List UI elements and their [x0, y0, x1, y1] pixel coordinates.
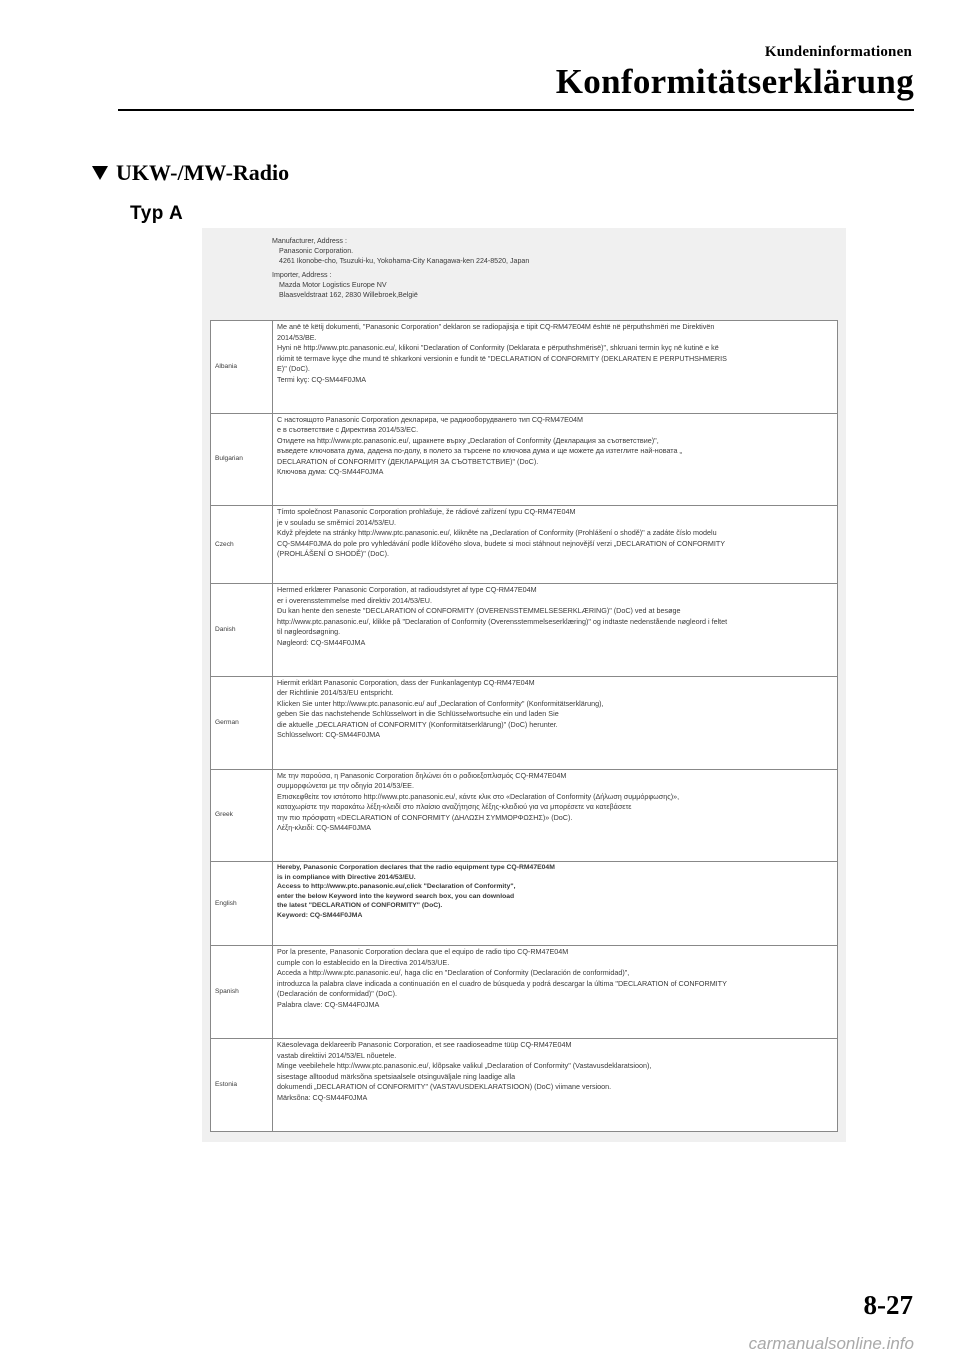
language-label: Spanish [211, 946, 273, 1039]
declaration-line: С настоящото Panasonic Corporation декларира, че радиооборудването тип CQ-RM47E04M [277, 414, 583, 424]
declaration-line: Keyword: CQ-SM44F0JMA [277, 911, 363, 919]
declaration-line: Acceda a http://www.ptc.panasonic.eu/, haga clic en "Declaration of Conformity (Declaración de conformidad)", [277, 968, 630, 978]
declaration-line: the latest "DECLARATION of CONFORMITY" (DoC). [277, 902, 443, 910]
declaration-line: (Declaración de conformidad)" (DoC). [277, 989, 397, 999]
declaration-line: rkimit të termave kyçe dhe mund të shkarkoni versionin e fundit të "DECLARATION of CONFORMITY (DEKLARATEN E PERPUTHSHMERIS [277, 353, 727, 363]
declaration-line: je v souladu se směrnicí 2014/53/EU. [277, 517, 397, 527]
declaration-line: Tímto společnost Panasonic Corporation prohlašuje, že rádiové zařízení typu CQ-RM47E04M [277, 507, 576, 517]
declaration-line: Palabra clave: CQ-SM44F0JMA [277, 999, 380, 1009]
table-row [211, 1039, 838, 1132]
declaration-line: die aktuelle „DECLARATION of CONFORMITY (Konformitätserklärung)" (DoC) herunter. [277, 719, 558, 729]
declaration-line: Nøgleord: CQ-SM44F0JMA [277, 637, 366, 647]
declaration-line: καταχωρίστε την παρακάτω λέξη-κλειδί στο πλαίσιο αναζήτησης λέξης-κλειδιού για να μπορέσετε να κατεβάσετε [277, 802, 632, 812]
declaration-line: is in compliance with Directive 2014/53/EU. [277, 873, 416, 881]
declaration-line: Επισκεφθείτε τον ιστότοπο http://www.ptc.panasonic.eu/, κάντε κλικ στο «Declaration of Conformity (Δήλωση συμμόρφωσης)», [277, 791, 680, 801]
declaration-text [273, 1039, 838, 1132]
table-row [211, 413, 838, 506]
importer-name: Mazda Motor Logistics Europe NV [279, 281, 387, 289]
language-label: Czech [211, 506, 273, 584]
language-label: Albania [211, 321, 273, 414]
language-label: Danish [211, 584, 273, 677]
declaration-text [273, 676, 838, 769]
declaration-line: Με την παρούσα, η Panasonic Corporation δηλώνει ότι ο ραδιοεξοπλισμός CQ-RM47E04M [277, 770, 567, 780]
language-label: Bulgarian [211, 413, 273, 506]
importer-label: Importer, Address : [272, 271, 332, 279]
declaration-line: cumple con lo establecido en la Directiva 2014/53/UE. [277, 957, 450, 967]
declaration-line: vastab direktiivi 2014/53/EL nõuetele. [277, 1050, 397, 1060]
declaration-line: E)" (DoC). [277, 364, 310, 373]
declaration-line: Hermed erklærer Panasonic Corporation, at radioudstyret af type CQ-RM47E04M [277, 585, 537, 595]
language-label: English [211, 862, 273, 946]
declaration-line: DECLARATION of CONFORMITY (ДЕКЛАРАЦИЯ ЗА СЪОТВЕТСТВИЕ)" (DoC). [277, 456, 539, 466]
table-row [211, 321, 838, 414]
table-row [211, 584, 838, 677]
address-block [272, 236, 529, 300]
declaration-line: Access to http://www.ptc.panasonic.eu/,click "Declaration of Conformity", [277, 883, 516, 891]
section-heading-text: UKW-/MW-Radio [116, 160, 290, 185]
declaration-text [273, 413, 838, 506]
declaration-line: Märksõna: CQ-SM44F0JMA [277, 1092, 368, 1102]
declaration-line: Λέξη-κλειδί: CQ-SM44F0JMA [277, 823, 371, 833]
header-divider [118, 109, 914, 111]
table-row [211, 506, 838, 584]
table-row [211, 862, 838, 946]
declaration-line: enter the below Keyword into the keyword search box, you can download [277, 892, 515, 900]
declaration-text [273, 584, 838, 677]
table-row [211, 946, 838, 1039]
table-row [211, 676, 838, 769]
language-label: Estonia [211, 1039, 273, 1132]
declaration-line: dokumendi „DECLARATION of CONFORMITY" (VASTAVUSDEKLARATSIOON) (DoC) viimane versioon. [277, 1082, 612, 1092]
page-title: Konformitätserklärung [555, 62, 914, 101]
watermark: carmanualsonline.info [748, 1334, 914, 1353]
declaration-image [202, 228, 846, 1142]
declaration-line: Du kan hente den seneste "DECLARATION of CONFORMITY (OVERENSSTEMMELSESERKLÆRING)" (DoC) ved at besøge [277, 606, 681, 616]
declaration-line: 2014/53/BE. [277, 332, 317, 342]
table-row [211, 769, 838, 862]
declaration-text [273, 506, 838, 584]
declaration-line: Když přejdete na stránky http://www.ptc.panasonic.eu/, klikněte na „Declaration of Conformity (Prohlášení o shodě)" a zadáte číslo modelu [277, 528, 717, 538]
declaration-line: Schlüsselwort: CQ-SM44F0JMA [277, 730, 381, 740]
declaration-line: http://www.ptc.panasonic.eu/, klikke på "Declaration of Conformity (Overensstemmelseserklæring)" og indtaste nedenstående nøgleord i feltet [277, 616, 728, 626]
declaration-line: е в съответствие с Директива 2014/53/ЕС. [277, 425, 419, 435]
language-label: German [211, 676, 273, 769]
declaration-line: Hyni në http://www.ptc.panasonic.eu/, klikoni "Declaration of Conformity (Deklarata e përputhshmërisë)", shkruani termin kyç në kutinë e kë [277, 343, 719, 352]
declaration-text [273, 862, 838, 946]
declaration-line: Por la presente, Panasonic Corporation declara que el equipo de radio tipo CQ-RM47E04M [277, 947, 569, 957]
manufacturer-label: Manufacturer, Address : [272, 237, 347, 245]
declaration-line: Termi kyç: CQ-SM44F0JMA [277, 374, 367, 384]
declaration-line: Ключова дума: CQ-SM44F0JMA [277, 467, 384, 477]
section-heading [92, 160, 289, 186]
declaration-line: (PROHLÁŠENÍ O SHODĚ)" (DoC). [277, 549, 389, 559]
language-label: Greek [211, 769, 273, 862]
declaration-line: Klicken Sie unter http://www.ptc.panasonic.eu/ auf „Declaration of Conformity" (Konformitätserklärung), [277, 698, 604, 708]
declaration-line: der Richtlinie 2014/53/EU entspricht. [277, 688, 394, 698]
declaration-line: Hereby, Panasonic Corporation declares that the radio equipment type CQ-RM47E04M [277, 864, 555, 872]
declaration-line: Minge veebilehele http://www.ptc.panasonic.eu/, klõpsake valikul „Declaration of Conformity" (Vastavusdeklaratsioon), [277, 1061, 652, 1071]
declaration-table [210, 320, 838, 1132]
declaration-line: CQ-SM44F0JMA do pole pro vyhledávání podle klíčového slova, budete si moci stáhnout nejnovější verzi „DECLARATION of CONFORMITY [277, 538, 726, 548]
header-subtitle: Kundeninformationen [764, 44, 912, 60]
manufacturer-name: Panasonic Corporation. [279, 247, 354, 255]
importer-address: Blaasveldstraat 162, 2830 Willebroek,België [279, 291, 418, 299]
declaration-line: Me anë të këtij dokumenti, "Panasonic Corporation" deklaron se radiopajisja e tipit CQ-RM47E04M është në përputhshmëri me Direktivën [277, 322, 715, 331]
sub-heading: Typ A [130, 203, 184, 224]
page-number: 8-27 [863, 1290, 913, 1320]
declaration-text [273, 946, 838, 1039]
declaration-line: Käesolevaga deklareerib Panasonic Corporation, et see raadioseadme tüüp CQ-RM47E04M [277, 1040, 572, 1050]
declaration-line: Hiermit erklärt Panasonic Corporation, dass der Funkanlagentyp CQ-RM47E04M [277, 677, 535, 687]
declaration-text [273, 321, 838, 414]
declaration-line: въведете ключовата дума, дадена по-долу, в полето за търсене по ключова дума и ще можете да изтеглите най-новата „ [277, 446, 682, 456]
declaration-line: συμμορφώνεται με την οδηγία 2014/53/ΕΕ. [277, 781, 414, 791]
declaration-line: sisestage alltoodud märksõna spetsiaalsele otsinguväljale ning laadige alla [277, 1071, 516, 1081]
declaration-line: er i overensstemmelse med direktiv 2014/53/EU. [277, 595, 432, 605]
declaration-line: την πιο πρόσφατη «DECLARATION of CONFORMITY (ΔΗΛΩΣΗ ΣΥΜΜΟΡΦΩΣΗΣ)» (DoC). [277, 812, 573, 822]
declaration-line: Отидете на http://www.ptc.panasonic.eu/, щракнете върху „Declaration of Conformity (Декларация за съответствие)", [277, 435, 659, 445]
triangle-down-icon [92, 166, 108, 180]
declaration-line: introduzca la palabra clave indicada a continuación en el cuadro de búsqueda y podrá descargar la última "DECLARATION of CONFORMITY [277, 978, 727, 988]
manufacturer-address: 4261 Ikonobe-cho, Tsuzuki-ku, Yokohama-City Kanagawa-ken 224-8520, Japan [279, 257, 530, 265]
declaration-line: geben Sie das nachstehende Schlüsselwort in die Schlüsselwortsuche ein und laden Sie [277, 709, 559, 719]
declaration-line: til nøgleordsøgning. [277, 627, 341, 637]
declaration-text [273, 769, 838, 862]
